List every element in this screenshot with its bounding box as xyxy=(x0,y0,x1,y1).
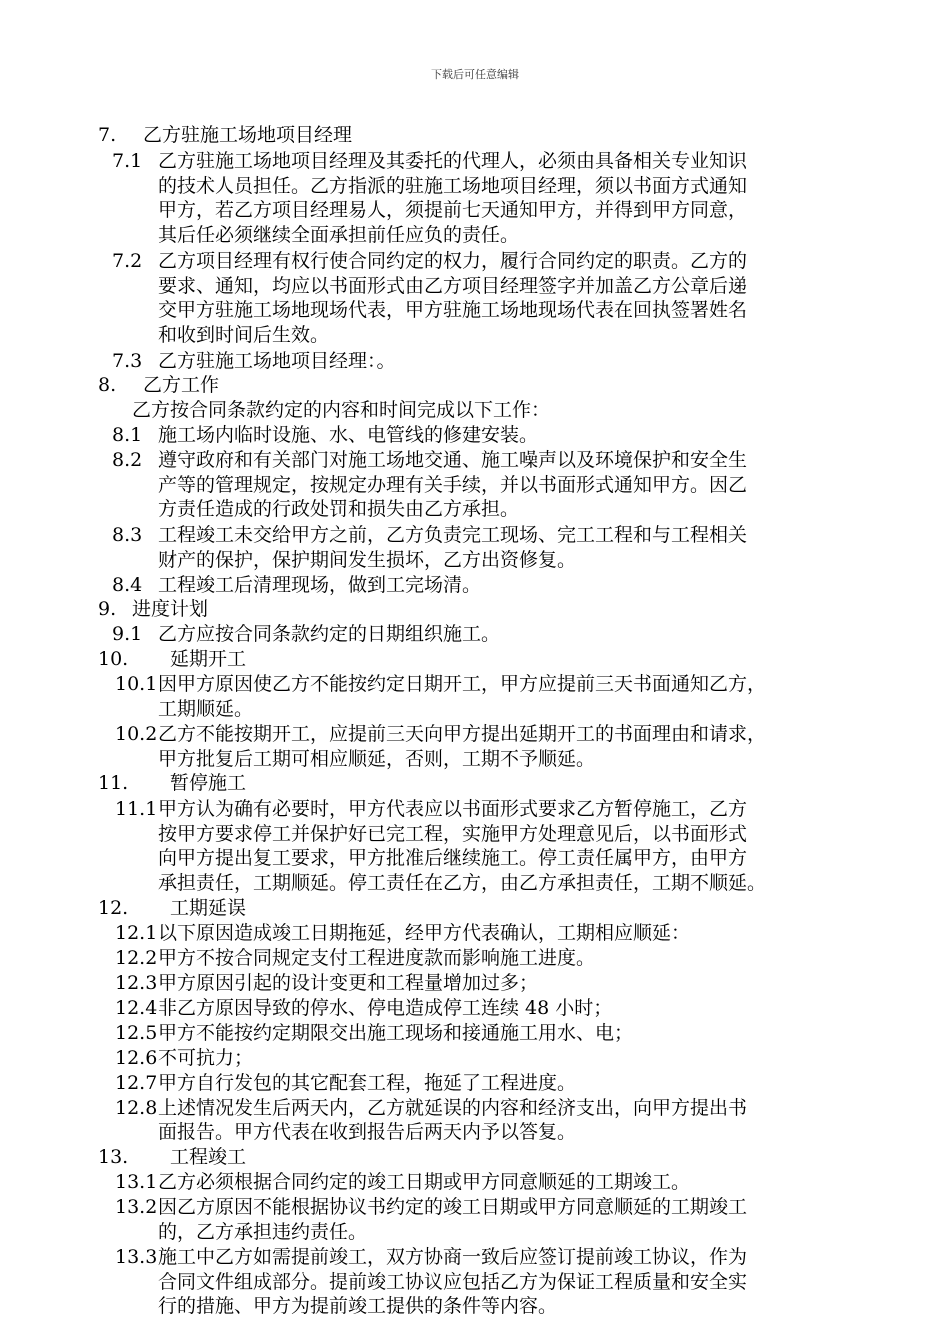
clause-number: 7.1 xyxy=(112,150,143,172)
clause-number: 8.4 xyxy=(112,574,143,596)
clause-text: 施工场内临时设施、水、电管线的修建安装。 xyxy=(158,424,539,446)
clause-number: 13.1 xyxy=(115,1171,158,1193)
clause-continuation: 和收到时间后生效。 xyxy=(158,324,330,346)
clause-continuation: 要求、通知，均应以书面形式由乙方项目经理签字并加盖乙方公章后递 xyxy=(158,275,748,297)
clause-number: 12.8 xyxy=(115,1097,158,1119)
clause-continuation: 其后任必须继续全面承担前任应负的责任。 xyxy=(158,224,520,246)
clause-number: 13. xyxy=(98,1146,129,1168)
clause-text: 延期开工 xyxy=(170,648,247,670)
clause-continuation: 产等的管理规定，按规定办理有关手续，并以书面形式通知甲方。因乙 xyxy=(158,474,748,496)
clause-continuation: 乙方按合同条款约定的内容和时间完成以下工作： xyxy=(132,399,551,421)
clause-number: 11. xyxy=(98,772,129,794)
clause-number: 10.2 xyxy=(115,723,158,745)
clause-text: 以下原因造成竣工日期拖延，经甲方代表确认，工期相应顺延： xyxy=(158,922,691,944)
clause-number: 8.3 xyxy=(112,524,143,546)
clause-continuation: 甲方，若乙方项目经理易人，须提前七天通知甲方，并得到甲方同意， xyxy=(158,199,748,221)
clause-continuation: 合同文件组成部分。提前竣工协议应包括乙方为保证工程质量和安全实 xyxy=(158,1271,748,1293)
clause-number: 12.4 xyxy=(115,997,158,1019)
clause-number: 12. xyxy=(98,897,129,919)
clause-text: 进度计划 xyxy=(132,598,209,620)
clause-text: 遵守政府和有关部门对施工场地交通、施工噪声以及环境保护和安全生 xyxy=(158,449,748,471)
clause-text: 甲方原因引起的设计变更和工程量增加过多； xyxy=(158,972,539,994)
clause-number: 12.7 xyxy=(115,1072,158,1094)
clause-number: 7.2 xyxy=(112,250,143,272)
clause-number: 12.6 xyxy=(115,1047,158,1069)
clause-text: 工程竣工未交给甲方之前，乙方负责完工现场、完工工程和与工程相关 xyxy=(158,524,748,546)
clause-text: 非乙方原因导致的停水、停电造成停工连续 48 小时； xyxy=(158,997,613,1019)
clause-number: 8.2 xyxy=(112,449,143,471)
clause-continuation: 工期顺延。 xyxy=(158,698,254,720)
clause-text: 乙方驻施工场地项目经理：。 xyxy=(158,350,396,372)
clause-text: 乙方驻施工场地项目经理 xyxy=(143,124,353,146)
clause-text: 工期延误 xyxy=(170,897,247,919)
clause-number: 13.2 xyxy=(115,1196,158,1218)
clause-continuation: 的，乙方承担违约责任。 xyxy=(158,1221,368,1243)
clause-continuation: 的技术人员担任。乙方指派的驻施工场地项目经理，须以书面方式通知 xyxy=(158,175,748,197)
clause-number: 11.1 xyxy=(115,798,158,820)
clause-number: 7.3 xyxy=(112,350,143,372)
clause-number: 12.3 xyxy=(115,972,158,994)
clause-number: 13.3 xyxy=(115,1246,158,1268)
clause-text: 上述情况发生后两天内，乙方就延误的内容和经济支出，向甲方提出书 xyxy=(158,1097,748,1119)
page-header: 下载后可任意编辑 xyxy=(431,68,519,81)
clause-continuation: 方责任造成的行政处罚和损失由乙方承担。 xyxy=(158,498,520,520)
clause-number: 8. xyxy=(98,374,117,396)
clause-text: 工程竣工 xyxy=(170,1146,247,1168)
clause-text: 乙方不能按期开工，应提前三天向甲方提出延期开工的书面理由和请求， xyxy=(158,723,767,745)
clause-continuation: 交甲方驻施工场地现场代表，甲方驻施工场地现场代表在回执签署姓名 xyxy=(158,299,748,321)
clause-text: 乙方驻施工场地项目经理及其委托的代理人，必须由具备相关专业知识 xyxy=(158,150,748,172)
clause-number: 12.2 xyxy=(115,947,158,969)
clause-text: 甲方认为确有必要时，甲方代表应以书面形式要求乙方暂停施工，乙方 xyxy=(158,798,748,820)
clause-text: 施工中乙方如需提前竣工，双方协商一致后应签订提前竣工协议，作为 xyxy=(158,1246,748,1268)
clause-continuation: 行的措施、甲方为提前竣工提供的条件等内容。 xyxy=(158,1295,558,1317)
clause-continuation: 向甲方提出复工要求，甲方批准后继续施工。停工责任属甲方，由甲方 xyxy=(158,847,748,869)
clause-text: 不可抗力； xyxy=(158,1047,254,1069)
clause-text: 乙方应按合同条款约定的日期组织施工。 xyxy=(158,623,501,645)
clause-number: 12.1 xyxy=(115,922,158,944)
clause-continuation: 甲方批复后工期可相应顺延，否则，工期不予顺延。 xyxy=(158,748,596,770)
clause-number: 10.1 xyxy=(115,673,158,695)
clause-number: 9.1 xyxy=(112,623,143,645)
clause-number: 7. xyxy=(98,124,117,146)
clause-number: 10. xyxy=(98,648,129,670)
clause-number: 9. xyxy=(98,598,117,620)
clause-continuation: 财产的保护，保护期间发生损坏，乙方出资修复。 xyxy=(158,549,577,571)
clause-text: 乙方必须根据合同约定的竣工日期或甲方同意顺延的工期竣工。 xyxy=(158,1171,691,1193)
clause-text: 暂停施工 xyxy=(170,772,247,794)
clause-text: 因乙方原因不能根据协议书约定的竣工日期或甲方同意顺延的工期竣工 xyxy=(158,1196,748,1218)
clause-text: 因甲方原因使乙方不能按约定日期开工，甲方应提前三天书面通知乙方， xyxy=(158,673,767,695)
clause-number: 8.1 xyxy=(112,424,143,446)
clause-text: 甲方不能按约定期限交出施工现场和接通施工用水、电； xyxy=(158,1022,634,1044)
clause-continuation: 按甲方要求停工并保护好已完工程，实施甲方处理意见后，以书面形式 xyxy=(158,823,748,845)
clause-continuation: 承担责任，工期顺延。停工责任在乙方，由乙方承担责任，工期不顺延。 xyxy=(158,872,767,894)
clause-text: 甲方自行发包的其它配套工程，拖延了工程进度。 xyxy=(158,1072,577,1094)
clause-text: 乙方项目经理有权行使合同约定的权力，履行合同约定的职责。乙方的 xyxy=(158,250,748,272)
clause-text: 工程竣工后清理现场，做到工完场清。 xyxy=(158,574,482,596)
clause-number: 12.5 xyxy=(115,1022,158,1044)
clause-text: 乙方工作 xyxy=(143,374,220,396)
clause-text: 甲方不按合同规定支付工程进度款而影响施工进度。 xyxy=(158,947,596,969)
clause-continuation: 面报告。甲方代表在收到报告后两天内予以答复。 xyxy=(158,1121,577,1143)
